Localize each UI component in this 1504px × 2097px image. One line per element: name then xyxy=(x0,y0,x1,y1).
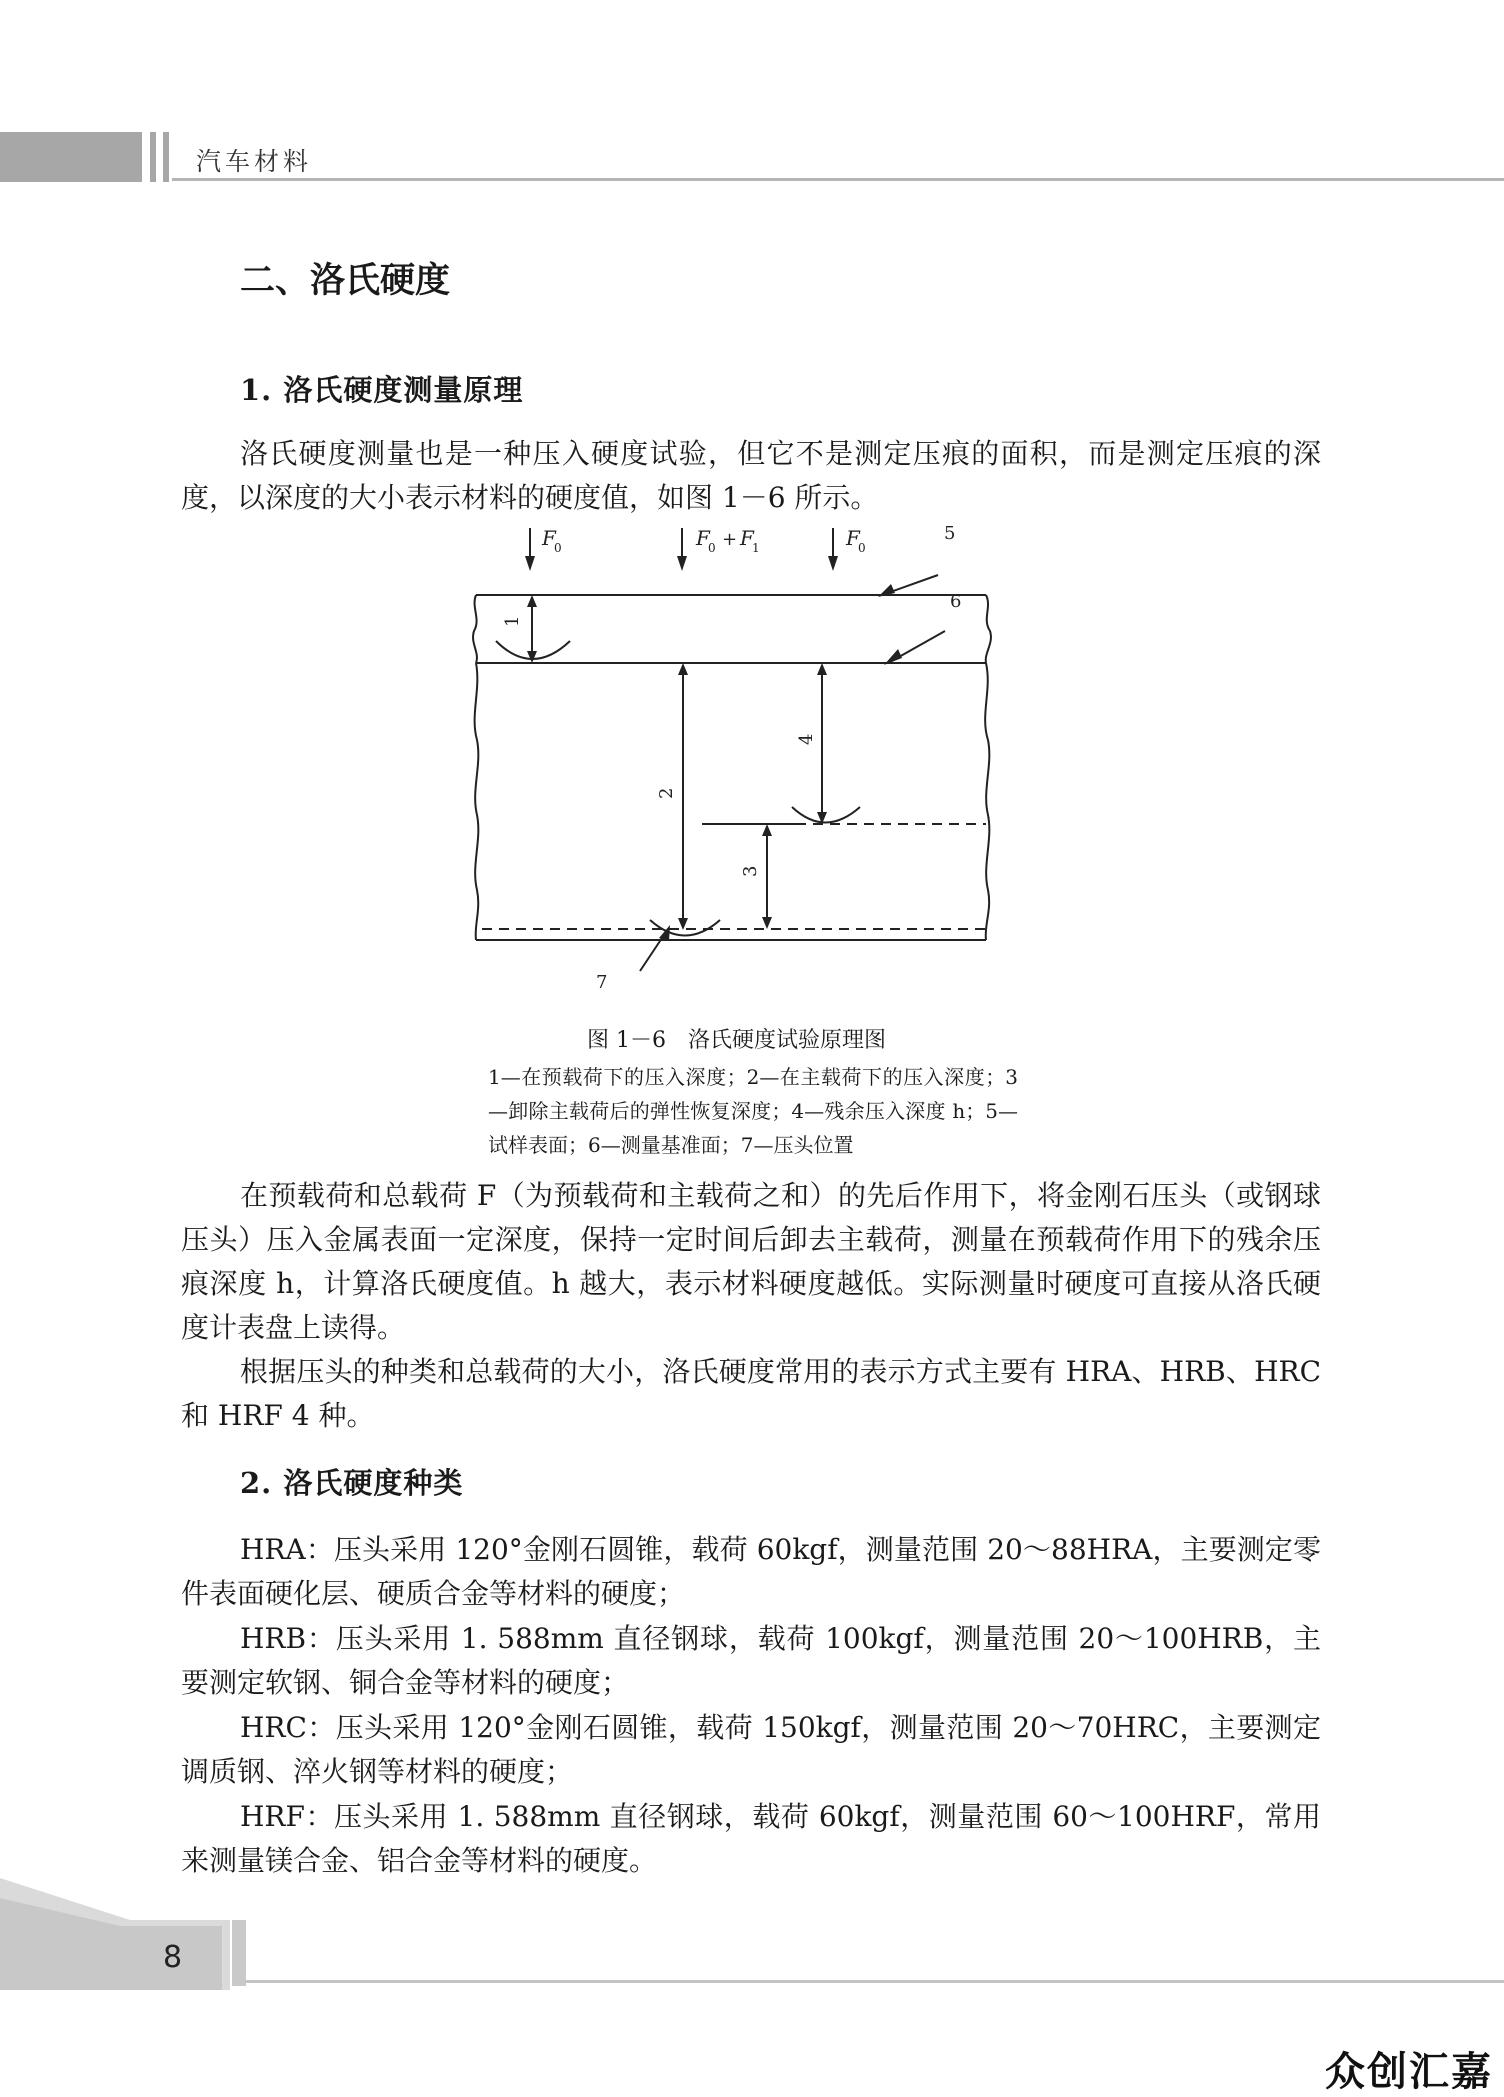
header-grey-block xyxy=(0,132,142,182)
footer-bar xyxy=(232,1920,246,1986)
paragraph-hrb: HRB：压头采用 1. 588mm 直径钢球，载荷 100kgf，测量范围 20～100HRB，主要测定软钢、铜合金等材料的硬度； xyxy=(181,1622,1321,1699)
left-break-body xyxy=(475,663,479,940)
page-number: 8 xyxy=(163,1940,183,1975)
force-label-f0-mid: F xyxy=(696,526,710,550)
callout-7: 7 xyxy=(596,972,608,993)
callout-6: 6 xyxy=(950,591,962,612)
force-label-f1: F xyxy=(740,526,754,550)
section-title: 二、洛氏硬度 xyxy=(240,261,451,301)
paragraph-hra: HRA：压头采用 120°金刚石圆锥，载荷 60kgf，测量范围 20～88HRA，主要测定零件表面硬化层、硬质合金等材料的硬度； xyxy=(181,1533,1321,1610)
dim-label-3: 3 xyxy=(740,865,761,877)
force-sub-0-mid: 0 xyxy=(708,541,716,555)
force-label-f0-right: F xyxy=(846,526,860,550)
right-break-body xyxy=(985,663,989,940)
force-sub-0-right: 0 xyxy=(858,541,866,555)
dim-label-1: 1 xyxy=(502,615,523,627)
paragraph-hrf: HRF：压头采用 1. 588mm 直径钢球，载荷 60kgf，测量范围 60～100HRF，常用来测量镁合金、铝合金等材料的硬度。 xyxy=(181,1800,1321,1877)
footer-grey-shape xyxy=(0,1878,230,1990)
figure-caption: 图 1－6 洛氏硬度试验原理图 xyxy=(587,1028,886,1053)
force-label-f0-left: F xyxy=(542,526,556,550)
indent-arc-residual xyxy=(792,807,860,823)
watermark-logo: 众创汇嘉 xyxy=(1325,2049,1493,2095)
running-title: 汽车材料 xyxy=(196,147,313,176)
figure-legend: 1—在预载荷下的压入深度；2—在主载荷下的压入深度；3—卸除主载荷后的弹性恢复深度；4—残余压入深度 h；5—试样表面；6—测量基准面；7—压头位置 xyxy=(488,1065,1018,1157)
dim-label-4: 4 xyxy=(796,733,817,745)
force-sub-0-left: 0 xyxy=(554,541,562,555)
paragraph-hrc: HRC：压头采用 120°金刚石圆锥，载荷 150kgf，测量范围 20～70HRC，主要测定调质钢、淬火钢等材料的硬度； xyxy=(181,1711,1321,1788)
left-break-top xyxy=(473,595,477,663)
header-bar-1 xyxy=(150,132,156,182)
paragraph-procedure: 在预载荷和总载荷 F（为预载荷和主载荷之和）的先后作用下，将金刚石压头（或钢球压头）压入金属表面一定深度，保持一定时间后卸去主载荷，测量在预载荷作用下的残余压痕深度 h，计算洛氏硬度值。h 越大，表示材料硬度越低。实际测量时硬度可直接从洛氏硬度计表盘上读得。 xyxy=(181,1179,1321,1344)
force-sub-1: 1 xyxy=(752,541,760,555)
force-plus: + xyxy=(722,529,738,550)
right-break-top xyxy=(986,595,991,663)
figure-rockwell-principle xyxy=(470,515,1030,1000)
figure-diagram xyxy=(470,515,1030,1000)
callout-5: 5 xyxy=(944,523,956,544)
arrowheads xyxy=(525,556,902,941)
dim-label-2: 2 xyxy=(656,787,677,799)
paragraph-scales-intro: 根据压头的种类和总载荷的大小，洛氏硬度常用的表示方式主要有 HRA、HRB、HRC 和 HRF 4 种。 xyxy=(181,1355,1321,1432)
subsection-2-title: 2. 洛氏硬度种类 xyxy=(240,1466,464,1500)
header-rule xyxy=(172,178,1504,181)
header-bar-2 xyxy=(163,132,169,182)
subsection-1-title: 1. 洛氏硬度测量原理 xyxy=(240,373,524,407)
paragraph-principle: 洛氏硬度测量也是一种压入硬度试验，但它不是测定压痕的面积，而是测定压痕的深度，以深度的大小表示材料的硬度值，如图 1－6 所示。 xyxy=(181,437,1321,514)
footer-rule xyxy=(246,1980,1504,1983)
